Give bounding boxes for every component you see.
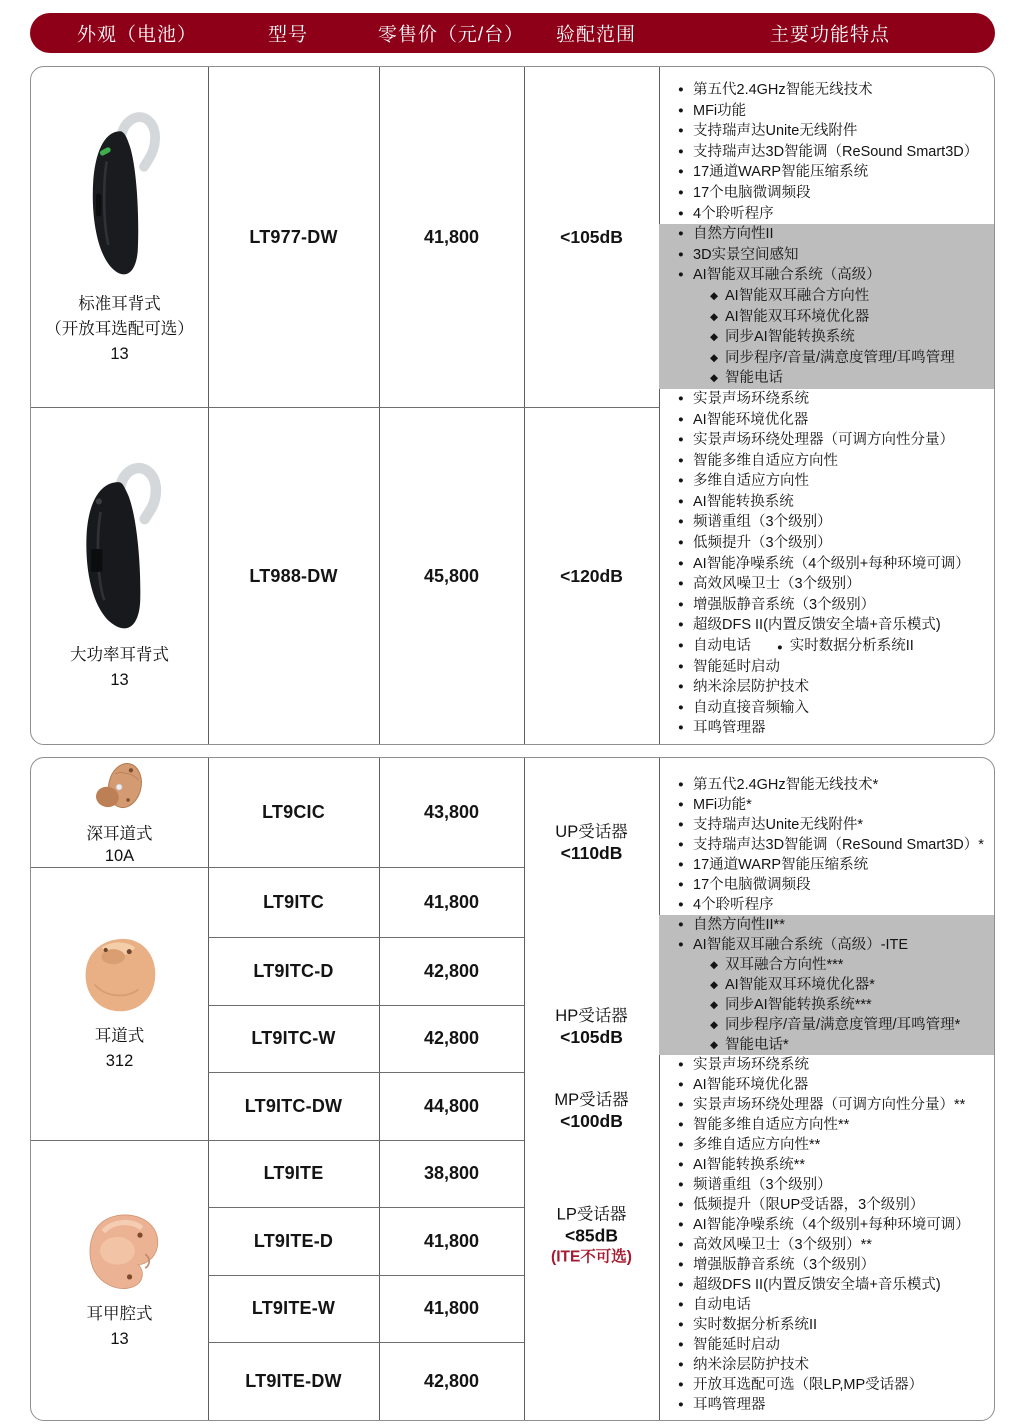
range-value: <120dB [560, 566, 623, 586]
feature-text: 自然方向性II [693, 226, 774, 243]
feature-text: 4个聆听程序 [693, 205, 774, 222]
model-name: LT9ITC-D [253, 960, 334, 981]
feature-item [659, 657, 995, 678]
feature-item [659, 574, 995, 595]
range-block-hp [524, 1006, 659, 1048]
model-cell [208, 407, 379, 745]
feature-text: 纳米涂层防护技术 [693, 679, 809, 696]
model-cell [208, 937, 379, 1005]
feature-item [659, 1035, 995, 1055]
feature-item [659, 430, 995, 451]
model-cell [208, 1275, 379, 1342]
feature-text: AI智能双耳环境优化器 [725, 308, 870, 325]
feature-text: AI智能双耳环境优化器* [725, 977, 875, 993]
feature-item [659, 855, 995, 875]
feature-item [659, 595, 995, 616]
style-name: 大功率耳背式 [70, 645, 169, 664]
feature-text: AI智能转换系统** [693, 1157, 805, 1173]
feature-list [659, 775, 995, 1415]
feature-text: 智能延时启动 [693, 658, 780, 675]
feature-item [659, 451, 995, 472]
feature-item [659, 389, 995, 410]
feature-text: 实景声场环绕处理器（可调方向性分量）** [693, 1097, 966, 1113]
feature-text: 双耳融合方向性*** [725, 957, 844, 973]
model-cell [208, 67, 379, 407]
range-cell [524, 407, 659, 745]
model-name: LT9CIC [262, 802, 325, 822]
feature-item [659, 615, 995, 636]
feature-item [659, 935, 995, 955]
battery-size: 10A [104, 846, 135, 865]
price-value: 42,800 [423, 1371, 480, 1391]
feature-item [659, 348, 995, 369]
style-label [87, 1302, 153, 1352]
feature-text: 智能电话 [725, 370, 783, 387]
feature-text: AI智能双耳融合系统（高级）-ITE [693, 937, 909, 953]
feature-text: 实景声场环绕处理器（可调方向性分量） [693, 432, 954, 449]
price-value: 42,800 [423, 1028, 480, 1048]
feature-text: 3D实景空间感知 [693, 246, 799, 263]
feature-text: 智能多维自适应方向性** [693, 1117, 850, 1133]
feature-item [659, 1015, 995, 1035]
feature-text: 实时数据分析系统II [693, 1317, 818, 1333]
battery-size: 13 [110, 344, 129, 363]
feature-text: 17个电脑微调频段 [693, 877, 811, 893]
model-cell [208, 1140, 379, 1207]
appearance-group-cic [31, 758, 208, 867]
range-value: <105dB [560, 1027, 623, 1047]
feature-text: 自然方向性II** [693, 917, 785, 933]
appearance-group-standard-bte [31, 67, 208, 407]
style-label [45, 292, 194, 367]
feature-item [659, 1135, 995, 1155]
feature-item [659, 204, 995, 225]
feature-text: 同步AI智能转换系统*** [725, 997, 872, 1013]
feature-text: 耳鸣管理器 [693, 720, 766, 737]
feature-item [659, 142, 995, 163]
feature-text: 纳米涂层防护技术 [693, 1357, 809, 1373]
model-name: LT977-DW [249, 226, 338, 247]
price-cell [379, 758, 524, 867]
feature-text: 实景声场环绕系统 [693, 1057, 809, 1073]
model-name: LT9ITC [263, 891, 324, 912]
model-cell [208, 1072, 379, 1140]
price-value: 38,800 [423, 1163, 480, 1183]
feature-item [659, 875, 995, 895]
feature-text: 第五代2.4GHz智能无线技术 [693, 82, 873, 98]
feature-item [659, 554, 995, 575]
range-value: <110dB [560, 843, 623, 863]
feature-text: MFi功能 [693, 102, 747, 119]
receiver-type: LP受话器 [556, 1205, 627, 1224]
feature-item [659, 1095, 995, 1115]
feature-item [659, 183, 995, 204]
header-col-price: 零售价（元/台） [377, 24, 525, 46]
receiver-type: HP受话器 [555, 1007, 628, 1025]
feature-text: 同步AI智能转换系统 [725, 329, 855, 346]
feature-item [659, 307, 995, 328]
feature-item [659, 1195, 995, 1215]
feature-text: AI智能双耳融合方向性 [725, 287, 870, 304]
price-cell [379, 937, 524, 1005]
feature-item [659, 121, 995, 142]
model-name: LT9ITE-W [251, 1298, 336, 1318]
model-cell [208, 1207, 379, 1275]
price-cell [379, 407, 524, 745]
cic-image [92, 759, 148, 823]
feature-item [659, 1335, 995, 1355]
feature-text: 17个电脑微调频段 [693, 184, 811, 201]
feature-item [659, 995, 995, 1015]
feature-item [659, 1075, 995, 1095]
feature-text: 多维自适应方向性** [693, 1137, 821, 1153]
feature-text: 4个聆听程序 [693, 897, 774, 913]
features-cell [659, 67, 995, 744]
bte-power-image [76, 461, 164, 637]
price-cell [379, 1072, 524, 1140]
itc-image [78, 934, 162, 1018]
feature-item [659, 1295, 995, 1315]
model-name: LT9ITC-DW [244, 1095, 343, 1116]
feature-item [659, 368, 995, 389]
feature-text: 增强版静音系统（3个级别） [693, 596, 876, 613]
price-value: 41,800 [423, 226, 480, 247]
feature-item [659, 1375, 995, 1395]
feature-item [659, 224, 995, 245]
price-value: 41,800 [423, 1298, 480, 1318]
feature-text: MFi功能* [693, 797, 752, 813]
appearance-group-ite [31, 1140, 208, 1421]
header-col-features: 主要功能特点 [769, 24, 891, 46]
range-cell [524, 67, 659, 407]
feature-text: 自动直接音频输入 [693, 699, 809, 716]
feature-text: 低频提升（限UP受话器，3个级别） [693, 1197, 925, 1213]
range-value: <105dB [560, 226, 623, 247]
feature-text: AI智能双耳融合系统（高级） [693, 267, 881, 284]
range-value: <85dB [564, 1225, 618, 1246]
range-note: (ITE不可选) [551, 1248, 632, 1266]
feature-text: 支持瑞声达3D智能调（ReSound Smart3D） [693, 143, 979, 160]
feature-text: 第五代2.4GHz智能无线技术* [693, 777, 879, 793]
feature-text: 增强版静音系统（3个级别） [693, 1257, 876, 1273]
model-name: LT9ITE [263, 1163, 324, 1183]
feature-item [659, 1155, 995, 1175]
range-value: <100dB [560, 1111, 623, 1131]
header-col-model: 型号 [267, 24, 309, 46]
feature-item [659, 1215, 995, 1235]
model-cell [208, 867, 379, 937]
feature-item [659, 1055, 995, 1075]
feature-text: AI智能转换系统 [693, 493, 794, 510]
feature-item [659, 1175, 995, 1195]
table-header-bar [30, 13, 995, 53]
feature-text: AI智能净噪系统（4个级别+每种环境可调） [693, 555, 970, 572]
feature-text: 超级DFS II(内置反馈安全墙+音乐模式) [693, 617, 941, 634]
bte-table [30, 66, 995, 745]
feature-text: 自动电话 [693, 638, 751, 655]
feature-item [659, 698, 995, 719]
feature-item [659, 533, 995, 554]
price-cell [379, 1342, 524, 1421]
feature-list [659, 80, 995, 739]
feature-text: 超级DFS II(内置反馈安全墙+音乐模式) [693, 1277, 941, 1293]
model-name: LT9ITE-D [253, 1230, 334, 1251]
feature-item [659, 1395, 995, 1415]
feature-item [659, 492, 995, 513]
style-name: 深耳道式 [86, 824, 153, 843]
style-label [70, 643, 169, 693]
feature-item [659, 895, 995, 915]
price-value: 41,800 [423, 891, 480, 912]
price-cell [379, 67, 524, 407]
feature-text: 同步程序/音量/满意度管理/耳鸣管理 [725, 349, 955, 366]
price-value: 44,800 [423, 1095, 480, 1116]
price-cell [379, 1005, 524, 1072]
feature-item [659, 512, 995, 533]
feature-text: 多维自适应方向性 [693, 473, 809, 490]
appearance-group-itc [31, 867, 208, 1140]
style-name: 标准耳背式 [78, 294, 161, 313]
feature-text: 实景声场环绕系统 [693, 390, 809, 407]
feature-item [659, 265, 995, 286]
feature-item [659, 162, 995, 183]
feature-text: 频谱重组（3个级别） [693, 1177, 832, 1193]
feature-text: 自动电话 [693, 1297, 751, 1313]
feature-text: 17通道WARP智能压缩系统 [693, 857, 869, 873]
feature-item [659, 775, 995, 795]
feature-item [659, 286, 995, 307]
bte-standard-image [80, 108, 160, 286]
model-name: LT9ITE-DW [245, 1371, 342, 1391]
style-label [87, 823, 153, 867]
feature-item [659, 1355, 995, 1375]
price-value: 45,800 [423, 566, 480, 586]
feature-item [659, 410, 995, 431]
range-block-lp [524, 1205, 659, 1268]
feature-item [659, 955, 995, 975]
feature-item [659, 1315, 995, 1335]
feature-text: 同步程序/音量/满意度管理/耳鸣管理* [725, 1017, 961, 1033]
feature-text: 频谱重组（3个级别） [693, 514, 832, 531]
receiver-type: MP受话器 [554, 1091, 629, 1109]
feature-extra [777, 638, 914, 654]
feature-text: AI智能环境优化器 [693, 1077, 809, 1093]
feature-text: 支持瑞声达3D智能调（ReSound Smart3D）* [693, 837, 984, 853]
feature-item [659, 327, 995, 348]
price-cell [379, 1207, 524, 1275]
price-value: 42,800 [423, 960, 480, 981]
feature-item [659, 80, 995, 101]
feature-text: 高效风噪卫士（3个级别） [693, 576, 861, 593]
model-name: LT988-DW [249, 566, 338, 586]
feature-text: AI智能环境优化器 [693, 411, 809, 428]
price-cell [379, 1275, 524, 1342]
price-value: 41,800 [423, 1230, 480, 1251]
feature-text: AI智能净噪系统（4个级别+每种环境可调） [693, 1217, 970, 1233]
feature-item [659, 101, 995, 122]
feature-text: 智能电话* [725, 1037, 789, 1053]
feature-extra-text: 实时数据分析系统II [789, 638, 914, 655]
style-name: 耳道式 [94, 1026, 145, 1045]
range-block-up [524, 822, 659, 864]
feature-text: 支持瑞声达Unite无线附件* [693, 817, 863, 833]
feature-text: 低频提升（3个级别） [693, 535, 832, 552]
battery-size: 312 [105, 1051, 134, 1070]
battery-size: 13 [110, 1330, 129, 1348]
model-cell [208, 758, 379, 867]
price-cell [379, 867, 524, 937]
feature-item [659, 1235, 995, 1255]
bullet-icon: ● [777, 642, 783, 654]
style-option: （开放耳选配可选） [45, 319, 194, 338]
model-name: LT9ITC-W [251, 1028, 336, 1048]
price-cell [379, 1140, 524, 1207]
header-col-appearance: 外观（电池） [76, 24, 198, 46]
feature-item [659, 795, 995, 815]
style-name: 耳甲腔式 [86, 1305, 153, 1323]
features-cell [659, 758, 995, 1420]
model-cell [208, 1005, 379, 1072]
feature-item [659, 677, 995, 698]
feature-text: 支持瑞声达Unite无线附件 [693, 123, 858, 140]
feature-text: 耳鸣管理器 [693, 1397, 766, 1413]
custom-table [30, 757, 995, 1421]
feature-item [659, 835, 995, 855]
feature-item [659, 975, 995, 995]
model-cell [208, 1342, 379, 1421]
receiver-type: UP受话器 [555, 823, 628, 841]
feature-text: 17通道WARP智能压缩系统 [693, 164, 869, 181]
ite-image [72, 1209, 168, 1296]
feature-item [659, 718, 995, 739]
feature-item [659, 245, 995, 266]
feature-item [659, 1255, 995, 1275]
feature-item [659, 471, 995, 492]
feature-item [659, 1275, 995, 1295]
feature-item [659, 815, 995, 835]
feature-text: 智能延时启动 [693, 1337, 780, 1353]
feature-text: 高效风噪卫士（3个级别）** [693, 1237, 872, 1253]
feature-text: 智能多维自适应方向性 [693, 452, 838, 469]
feature-text: 开放耳选配可选（限LP,MP受话器） [693, 1377, 924, 1393]
feature-item [659, 915, 995, 935]
battery-size: 13 [110, 670, 129, 689]
price-value: 43,800 [423, 802, 480, 822]
feature-item [659, 636, 995, 657]
style-label [95, 1024, 145, 1074]
range-block-mp [524, 1090, 659, 1132]
header-col-fitting-range: 验配范围 [555, 24, 637, 46]
feature-item [659, 1115, 995, 1135]
appearance-group-power-bte [31, 407, 208, 745]
